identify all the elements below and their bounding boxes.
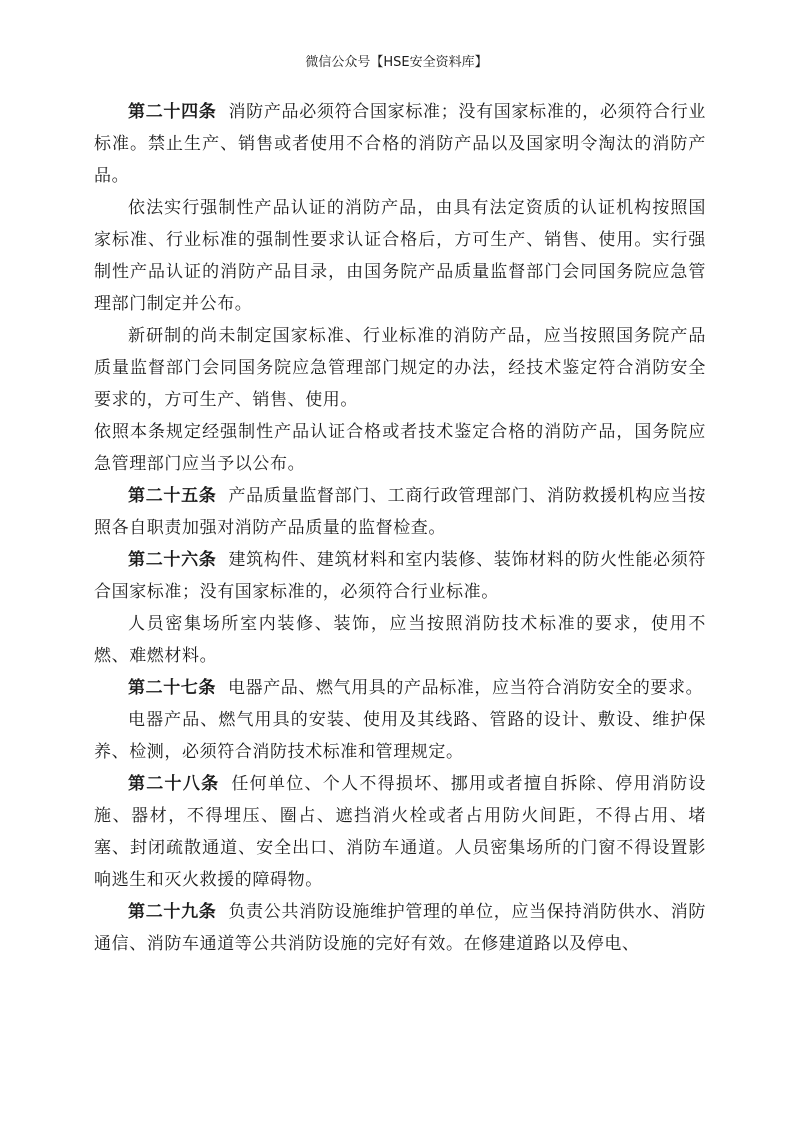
article-number: 第二十六条 — [128, 550, 217, 570]
paragraph — [94, 608, 706, 672]
paragraph-text: 负责公共消防设施维护管理的单位，应当保持消防供水、消防通信、消防车通道等公共消防设施的完好有效。在修建道路以及停电、 — [94, 902, 706, 954]
document-body — [94, 96, 706, 960]
paragraph-text: 消防产品必须符合国家标准；没有国家标准的，必须符合行业标准。禁止生产、销售或者使用不合格的消防产品以及国家明令淘汰的消防产品。 — [94, 102, 706, 186]
paragraph-article-29 — [94, 896, 706, 960]
paragraph-text: 任何单位、个人不得损坏、挪用或者擅自拆除、停用消防设施、器材，不得埋压、圈占、遮挡消火栓或者占用防火间距，不得占用、堵塞、封闭疏散通道、安全出口、消防车通道。人员密集场所的门窗不得设置影响逃生和灭火救援的障碍物。 — [94, 774, 706, 890]
paragraph — [94, 416, 706, 480]
article-number: 第二十五条 — [128, 486, 217, 506]
paragraph — [94, 704, 706, 768]
paragraph-text: 电器产品、燃气用具的产品标准，应当符合消防安全的要求。 — [228, 678, 704, 698]
paragraph-text: 新研制的尚未制定国家标准、行业标准的消防产品，应当按照国务院产品质量监督部门会同国务院应急管理部门规定的办法，经技术鉴定符合消防安全要求的，方可生产、销售、使用。 — [94, 326, 706, 410]
paragraph-text: 建筑构件、建筑材料和室内装修、装饰材料的防火性能必须符合国家标准；没有国家标准的，必须符合行业标准。 — [94, 550, 706, 602]
article-number: 第二十九条 — [128, 902, 217, 922]
paragraph-article-26 — [94, 544, 706, 608]
article-number: 第二十八条 — [128, 774, 220, 794]
paragraph-text: 电器产品、燃气用具的安装、使用及其线路、管路的设计、敷设、维护保养、检测，必须符合消防技术标准和管理规定。 — [94, 710, 706, 762]
paragraph-article-27 — [94, 672, 706, 704]
paragraph-article-28 — [94, 768, 706, 896]
paragraph-text: 依法实行强制性产品认证的消防产品，由具有法定资质的认证机构按照国家标准、行业标准的强制性要求认证合格后，方可生产、销售、使用。实行强制性产品认证的消防产品目录，由国务院产品质量监督部门会同国务院应急管理部门制定并公布。 — [94, 198, 706, 314]
article-number: 第二十七条 — [128, 678, 216, 698]
paragraph-article-25 — [94, 480, 706, 544]
article-number: 第二十四条 — [128, 102, 217, 122]
paragraph — [94, 192, 706, 320]
paragraph — [94, 320, 706, 416]
paragraph-text: 依照本条规定经强制性产品认证合格或者技术鉴定合格的消防产品，国务院应急管理部门应当予以公布。 — [94, 422, 706, 474]
paragraph-article-24 — [94, 96, 706, 192]
page-header: 微信公众号【HSE安全资料库】 — [305, 55, 488, 70]
paragraph-text: 产品质量监督部门、工商行政管理部门、消防救援机构应当按照各自职责加强对消防产品质量的监督检查。 — [94, 486, 706, 538]
paragraph-text: 人员密集场所室内装修、装饰，应当按照消防技术标准的要求，使用不燃、难燃材料。 — [94, 614, 706, 666]
